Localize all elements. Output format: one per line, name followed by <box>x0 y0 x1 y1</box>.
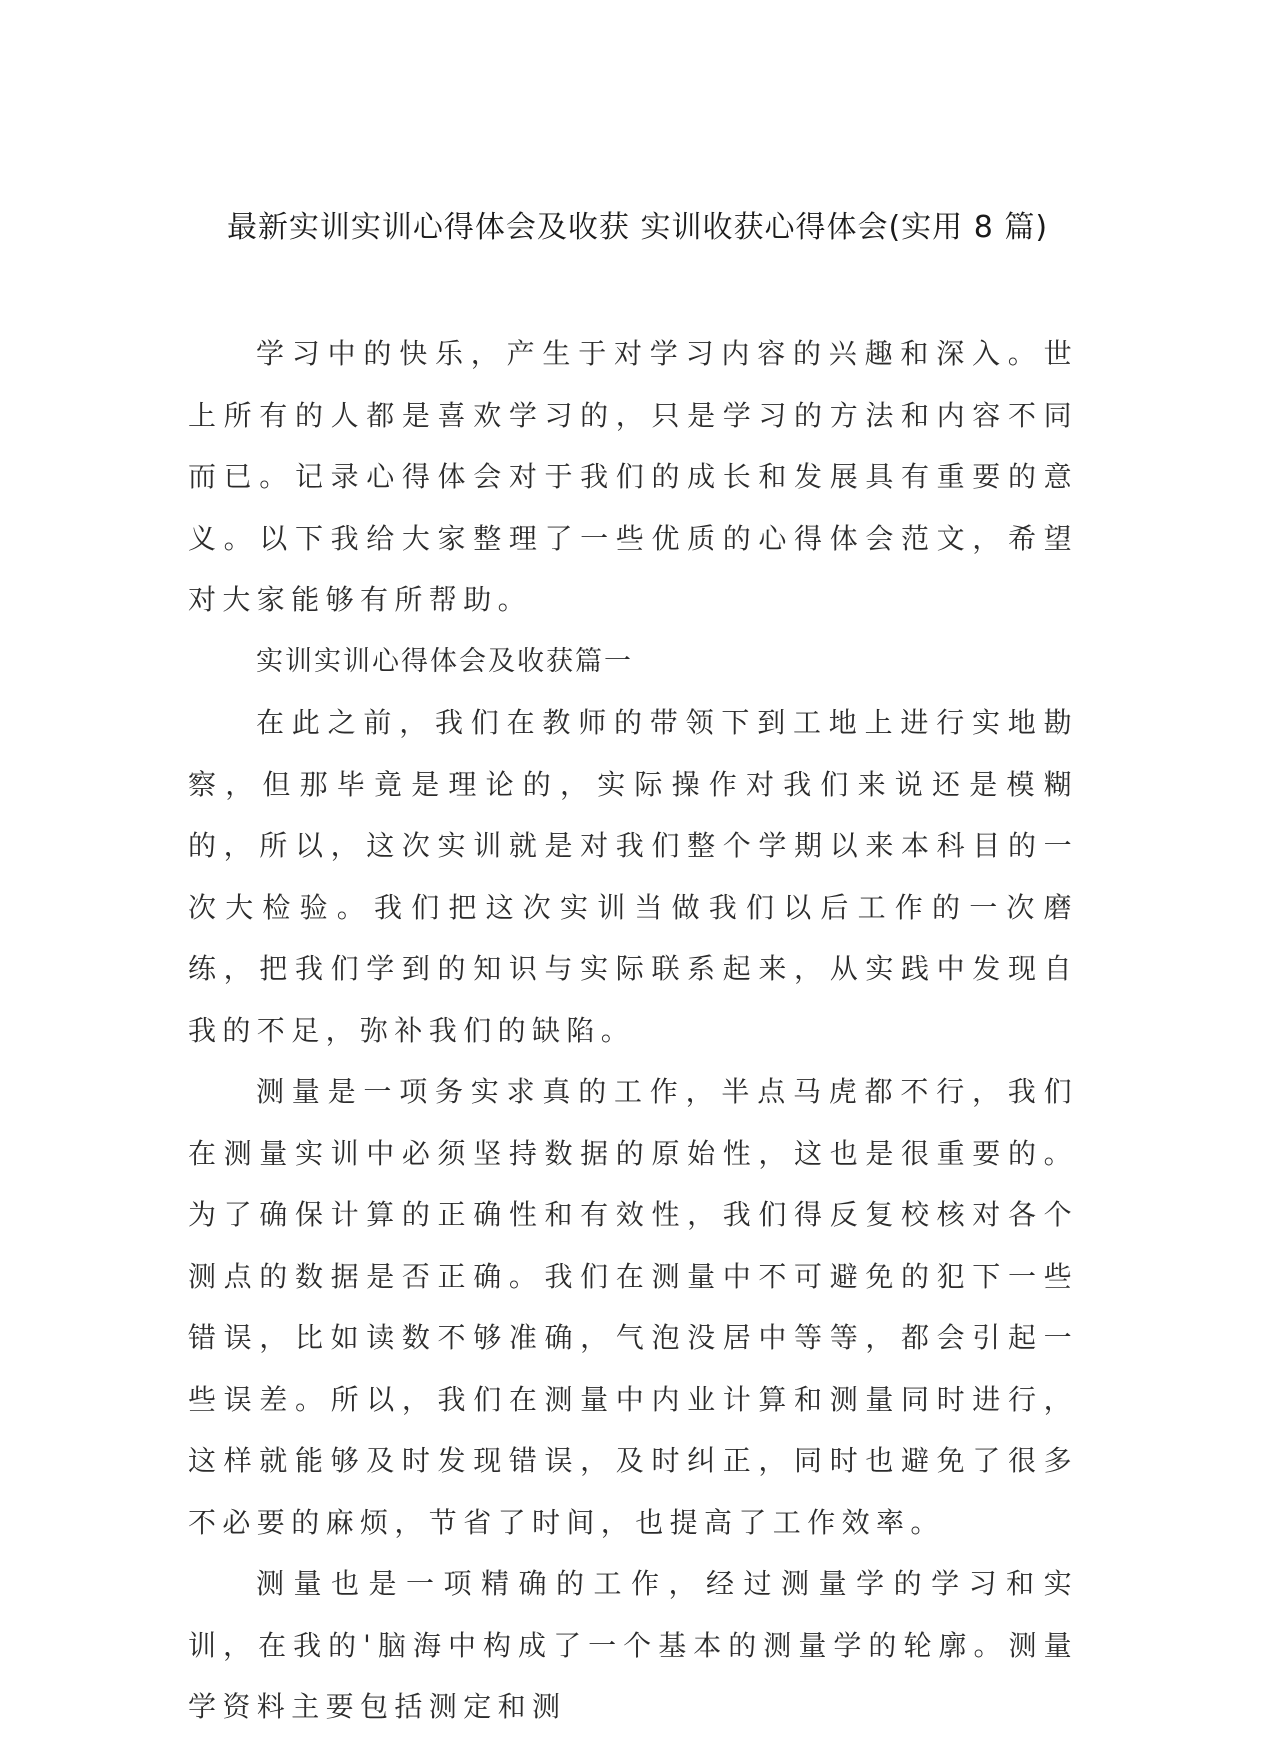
body-paragraph: 测量是一项务实求真的工作，半点马虎都不行，我们在测量实训中必须坚持数据的原始性，这也是很重要的。为了确保计算的正确性和有效性，我们得反复校核对各个测点的数据是否正确。我们在测量中不可避免的犯下一些错误，比如读数不够准确，气泡没居中等等，都会引起一些误差。所以，我们在测量中内业计算和测量同时进行，这样就能够及时发现错误，及时纠正，同时也避免了很多不必要的麻烦，节省了时间，也提高了工作效率。 <box>188 1075 1078 1539</box>
document-body <box>188 323 1078 1738</box>
intro-paragraph: 学习中的快乐，产生于对学习内容的兴趣和深入。世上所有的人都是喜欢学习的，只是学习的方法和内容不同而已。记录心得体会对于我们的成长和发展具有重要的意义。以下我给大家整理了一些优质的心得体会范文，希望对大家能够有所帮助。 <box>188 337 1078 616</box>
section-heading: 实训实训心得体会及收获篇一 <box>256 645 633 677</box>
document-title: 最新实训实训心得体会及收获 实训收获心得体会(实用 8 篇) <box>226 210 1049 245</box>
body-paragraph: 测量也是一项精确的工作，经过测量学的学习和实训，在我的'脑海中构成了一个基本的测量学的轮廓。测量学资料主要包括测定和测 <box>188 1567 1078 1723</box>
body-paragraph: 在此之前，我们在教师的带领下到工地上进行实地勘察，但那毕竟是理论的，实际操作对我们来说还是模糊的，所以，这次实训就是对我们整个学期以来本科目的一次大检验。我们把这次实训当做我们以后工作的一次磨练，把我们学到的知识与实际联系起来，从实践中发现自我的不足，弥补我们的缺陷。 <box>188 706 1078 1047</box>
